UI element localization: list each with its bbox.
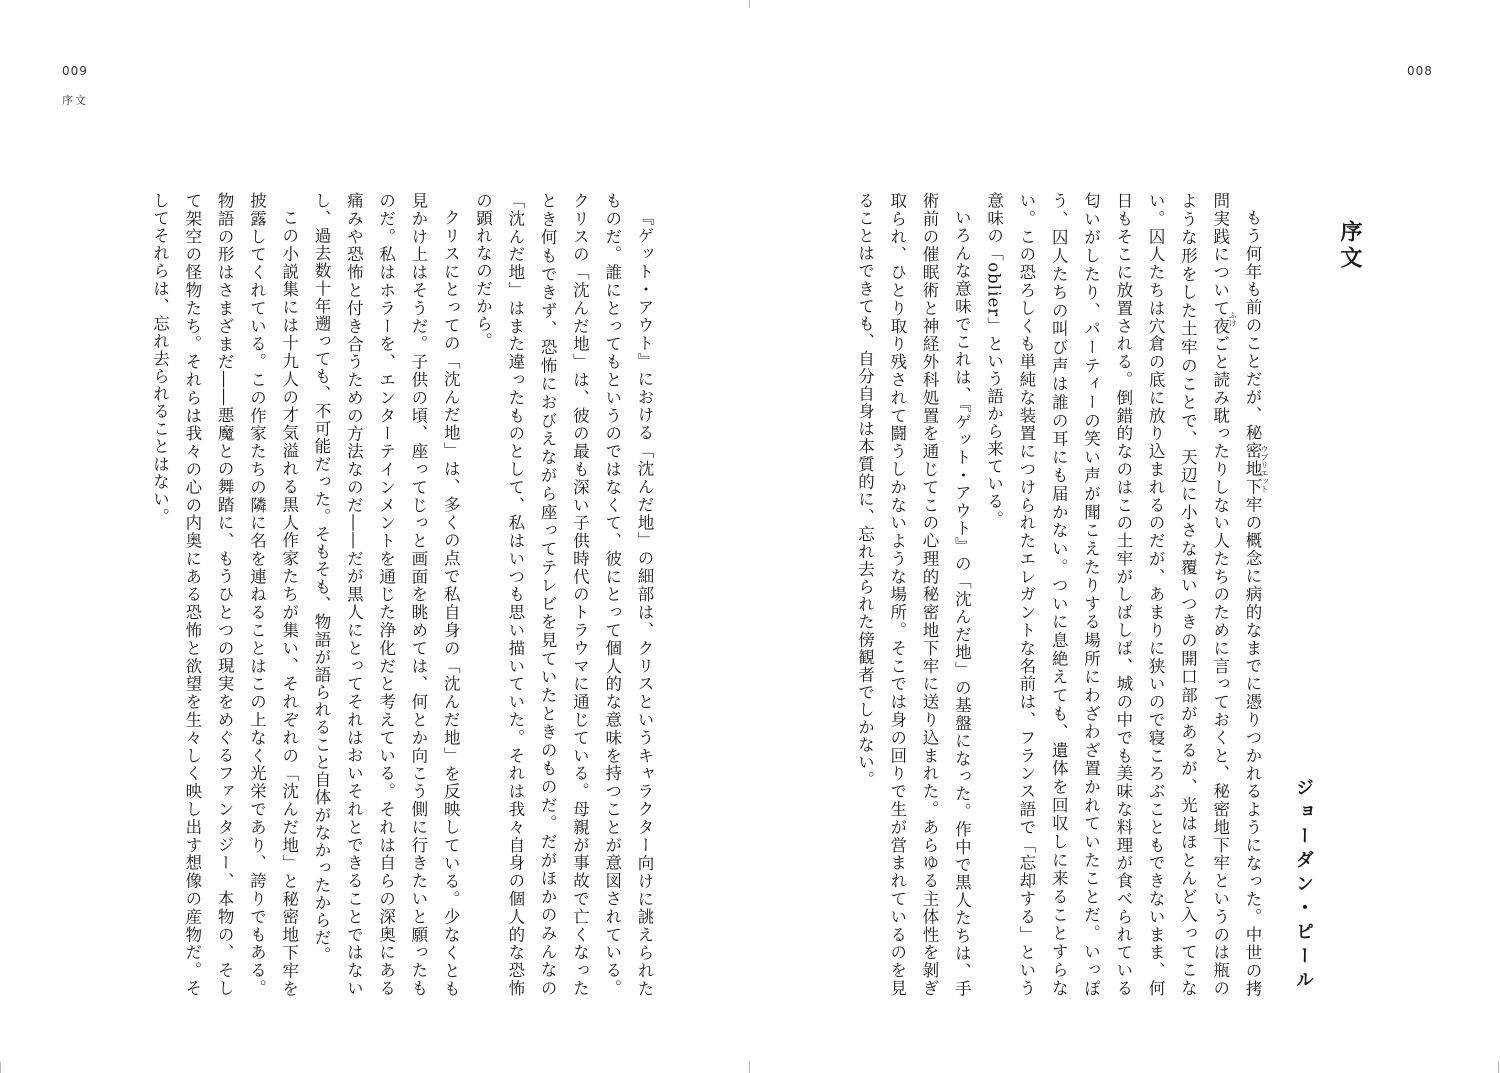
paragraph: クリスにとっての「沈んだ地」は、多くの点で私自身の「沈んだ地」を反映している。少なくとも見かけ上はそうだ。子供の頃、座ってじっと画面を眺めては、何とか向こう側に行きたいと願ったものだ。私はホラーを、エンターテインメントを通じた浄化だと考えている。それは自らの深奥にある痛みや恐怖と付き合うための方法なのだ――だが黒人にとってそれはおいそれとできることではないし、過去数十年遡っても、不可能だった。そもそも、物語が語られること自体がなかったからだ。	[312, 192, 461, 997]
paragraph: もう何年も前のことだが、秘密地下牢の概念に病的なまでに憑りつかれるようになった。中世の拷問実践について夜ごと読み耽ったりしない人たちのために言っておくと、秘密地下牢というのは瓶のような形をした土牢のことで、天辺に小さな覆いつきの開口部があるが、光はほとんど入ってこない。囚人たちは穴倉の底に放り込まれるのだが、あまりに狭いので寝ころぶこともできないまま、何日もそこに放置される。倒錯的なのはこの土牢がしばしば、城の中でも美味な料理が食べられている匂いがしたり、パーティーの笑い声が聞こえたりする場所にわざわざ置かれていたことだ。いっぽう、囚人たちの叫び声は誰の耳にも届かない。ついに息絶えても、遺体を回収しに来ることすらない。この恐ろしくも単純な装置につけられたエレガントな名前は、フランス語で「忘却する」という意味の「oblier」という語から来ている。	[984, 192, 1262, 997]
crop-mark-bottom-left	[0, 1062, 1, 1073]
author-name: ジョーダン・ピール	[1293, 778, 1314, 994]
crop-mark-bottom-center	[749, 1062, 750, 1073]
gutter	[749, 0, 750, 1073]
ruby-annotation: ふけ	[1228, 311, 1237, 327]
crop-mark-top-center	[749, 0, 750, 8]
paragraph: いろんな意味でこれは、『ゲット・アウト』の「沈んだ地」の基盤になった。作中で黒人たちは、手術前の催眠術と神経外科処置を通じてこの心理的秘密地下牢に送り込まれた。あらゆる主体性を剝ぎ取られ、ひとり取り残されて闘うしかないような場所。そこでは身の回りで生が営まれているのを見ることはできても、自分自身は本質的に、忘れ去られた傍観者でしかない。	[855, 192, 972, 997]
ruby-annotation: ウブリエット	[1260, 445, 1269, 493]
chapter-title: 序文	[1337, 220, 1362, 272]
left-page-folio: 009	[62, 64, 88, 78]
paragraph: この小説集には十九人の才気溢れる黒人作家たちが集い、それぞれの「沈んだ地」と秘密地下牢を披露してくれている。この作家たちの隣に名を連ねることはこの上なく光栄であり、誇りでもある。物語の形はさまざまだ――悪魔との舞踏に、もうひとつの現実をめぐるファンタジー、本物の、そして架空の怪物たち。それらは我々の心の内奥にある恐怖と欲望を生々しく映し出す想像の産物だ。そしてそれらは、忘れ去られることはない。	[150, 192, 299, 997]
crop-mark-bottom-right	[1498, 1062, 1499, 1073]
right-page-folio: 008	[1407, 64, 1433, 78]
left-page-body	[150, 192, 660, 997]
right-page-body	[855, 192, 1268, 997]
paragraph: 『ゲット・アウト』における「沈んだ地」の細部は、クリスというキャラクター向けに誂えられたものだ。誰にとってもというのではなくて、彼にとって個人的な意味を持つことが意図されている。クリスの「沈んだ地」は、彼の最も深い子供時代のトラウマに通じている。母親が事故で亡くなったとき何もできず、恐怖におびえながら座ってテレビを見ていたときのものだ。だがほかのみんなの「沈んだ地」はまた違ったものとして、私はいつも思い描いていた。それは我々自身の個人的な恐怖の顕れなのだから。	[473, 192, 654, 997]
running-head: 序文	[62, 94, 88, 107]
